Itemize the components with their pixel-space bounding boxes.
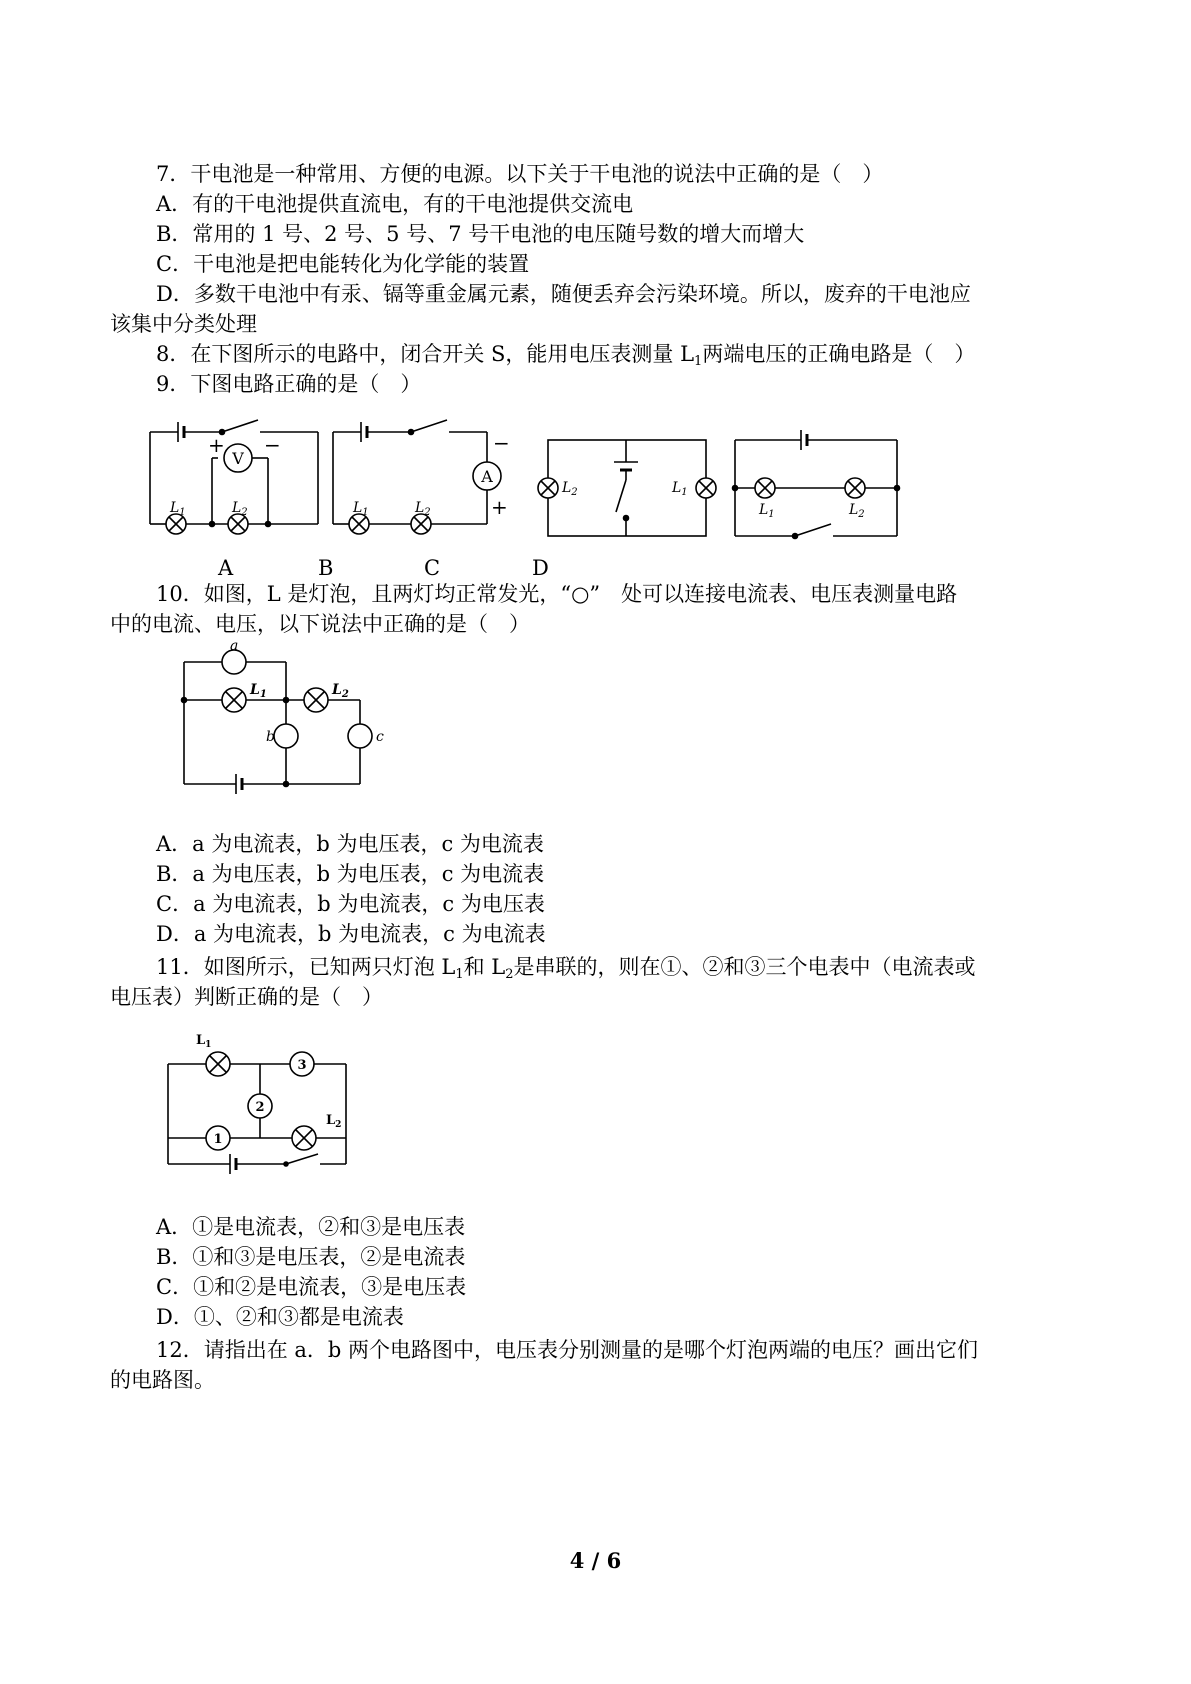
q9-circuit-a: [150, 420, 320, 540]
q9-caption-b: B: [318, 556, 334, 580]
q8-post: 两端电压的正确电路是（ ）: [702, 342, 976, 366]
q12-stem-line1: 12．请指出在 a．b 两个电路图中，电压表分别测量的是哪个灯泡两端的电压？画出它们: [156, 1338, 979, 1362]
q8-sub: 1: [694, 354, 703, 369]
q9-stem: 9．下图电路正确的是（ ）: [156, 372, 422, 396]
q10-option-d: D．a 为电流表，b 为电流表，c 为电流表: [156, 922, 546, 946]
q11-option-c: C．①和②是电流表，③是电压表: [156, 1275, 467, 1299]
q10-l1-label: $L_1$: [250, 682, 267, 700]
q9c-l2-label: $L_2$: [562, 480, 578, 498]
q9a-plus: +: [208, 433, 225, 457]
q9a-l1-label: $L_1$: [170, 500, 186, 518]
q11-l1-label: $L_1$: [196, 1033, 212, 1050]
q9-circuit-b: [333, 420, 510, 540]
q9c-l1-label: $L_1$: [672, 480, 688, 498]
q9a-minus: −: [264, 433, 281, 457]
q11-l2-label: $L_2$: [326, 1113, 342, 1130]
q11-option-d: D．①、②和③都是电流表: [156, 1305, 404, 1329]
q7-stem: 7．干电池是一种常用、方便的电源。以下关于干电池的说法中正确的是（ ）: [156, 162, 884, 186]
q9b-minus: −: [493, 431, 510, 455]
q10-l2-label: $L_2$: [332, 682, 349, 700]
q9-circuit-c: [548, 440, 708, 540]
q9b-ammeter-label: A: [481, 467, 493, 486]
page-number: 4 / 6: [569, 1548, 622, 1573]
q9b-l1-label: $L_1$: [353, 500, 369, 518]
q10-option-a: A．a 为电流表，b 为电压表，c 为电流表: [156, 832, 544, 856]
q11-text-1: 11．如图所示，已知两只灯泡 L: [156, 955, 456, 979]
q9b-l2-label: $L_2$: [415, 500, 431, 518]
q10-meter-a-label: a: [230, 638, 239, 654]
q11-stem-line2: 电压表）判断正确的是（ ）: [110, 985, 383, 1009]
q11-circuit: [166, 1030, 356, 1170]
q11-meter-2-label: 2: [255, 1100, 265, 1115]
q9d-l1-label: $L_1$: [759, 502, 775, 520]
q7-option-d: D．多数干电池中有汞、镉等重金属元素，随便丢弃会污染环境。所以，废弃的干电池应: [156, 282, 971, 306]
q9-caption-a: A: [218, 556, 234, 580]
q11-text-3: 是串联的，则在①、②和③三个电表中（电流表或: [513, 955, 976, 979]
q10-stem-line1: 10．如图，L 是灯泡，且两灯均正常发光，“○” 处可以连接电流表、电压表测量电路: [156, 582, 958, 606]
q9a-l2-label: $L_2$: [232, 500, 248, 518]
q11-option-a: A．①是电流表，②和③是电压表: [156, 1215, 466, 1239]
q11-sub-2: 2: [505, 967, 514, 982]
q10-circuit: [180, 638, 384, 790]
q11-meter-1-label: 1: [213, 1132, 223, 1147]
q10-option-c: C．a 为电流表，b 为电流表，c 为电压表: [156, 892, 545, 916]
q7-option-b: B．常用的 1 号、2 号、5 号、7 号干电池的电压随号数的增大而增大: [156, 222, 805, 246]
q11-sub-1: 1: [455, 967, 464, 982]
q9-circuit-d: [735, 428, 900, 540]
q7-option-d-cont: 该集中分类处理: [110, 312, 257, 336]
q11-meter-3-label: 3: [297, 1058, 307, 1073]
q8-pre: 8．在下图所示的电路中，闭合开关 S，能用电压表测量 L: [156, 342, 695, 366]
q10-meter-c-label: c: [376, 729, 384, 745]
q10-stem-line2: 中的电流、电压，以下说法中正确的是（ ）: [110, 612, 530, 636]
q9-caption-d: D: [532, 556, 549, 580]
q12-stem-line2: 的电路图。: [110, 1368, 215, 1392]
q9a-voltmeter-label: V: [232, 449, 244, 468]
q9d-l2-label: $L_2$: [849, 502, 865, 520]
q9b-plus: +: [491, 495, 508, 519]
q7-option-c: C．干电池是把电能转化为化学能的装置: [156, 252, 530, 276]
q7-option-a: A．有的干电池提供直流电，有的干电池提供交流电: [156, 192, 634, 216]
q11-text-2: 和 L: [463, 955, 506, 979]
q9-caption-c: C: [424, 556, 441, 580]
q11-option-b: B．①和③是电压表，②是电流表: [156, 1245, 466, 1269]
q10-option-b: B．a 为电压表，b 为电压表，c 为电流表: [156, 862, 545, 886]
q10-meter-b-label: b: [266, 729, 275, 745]
